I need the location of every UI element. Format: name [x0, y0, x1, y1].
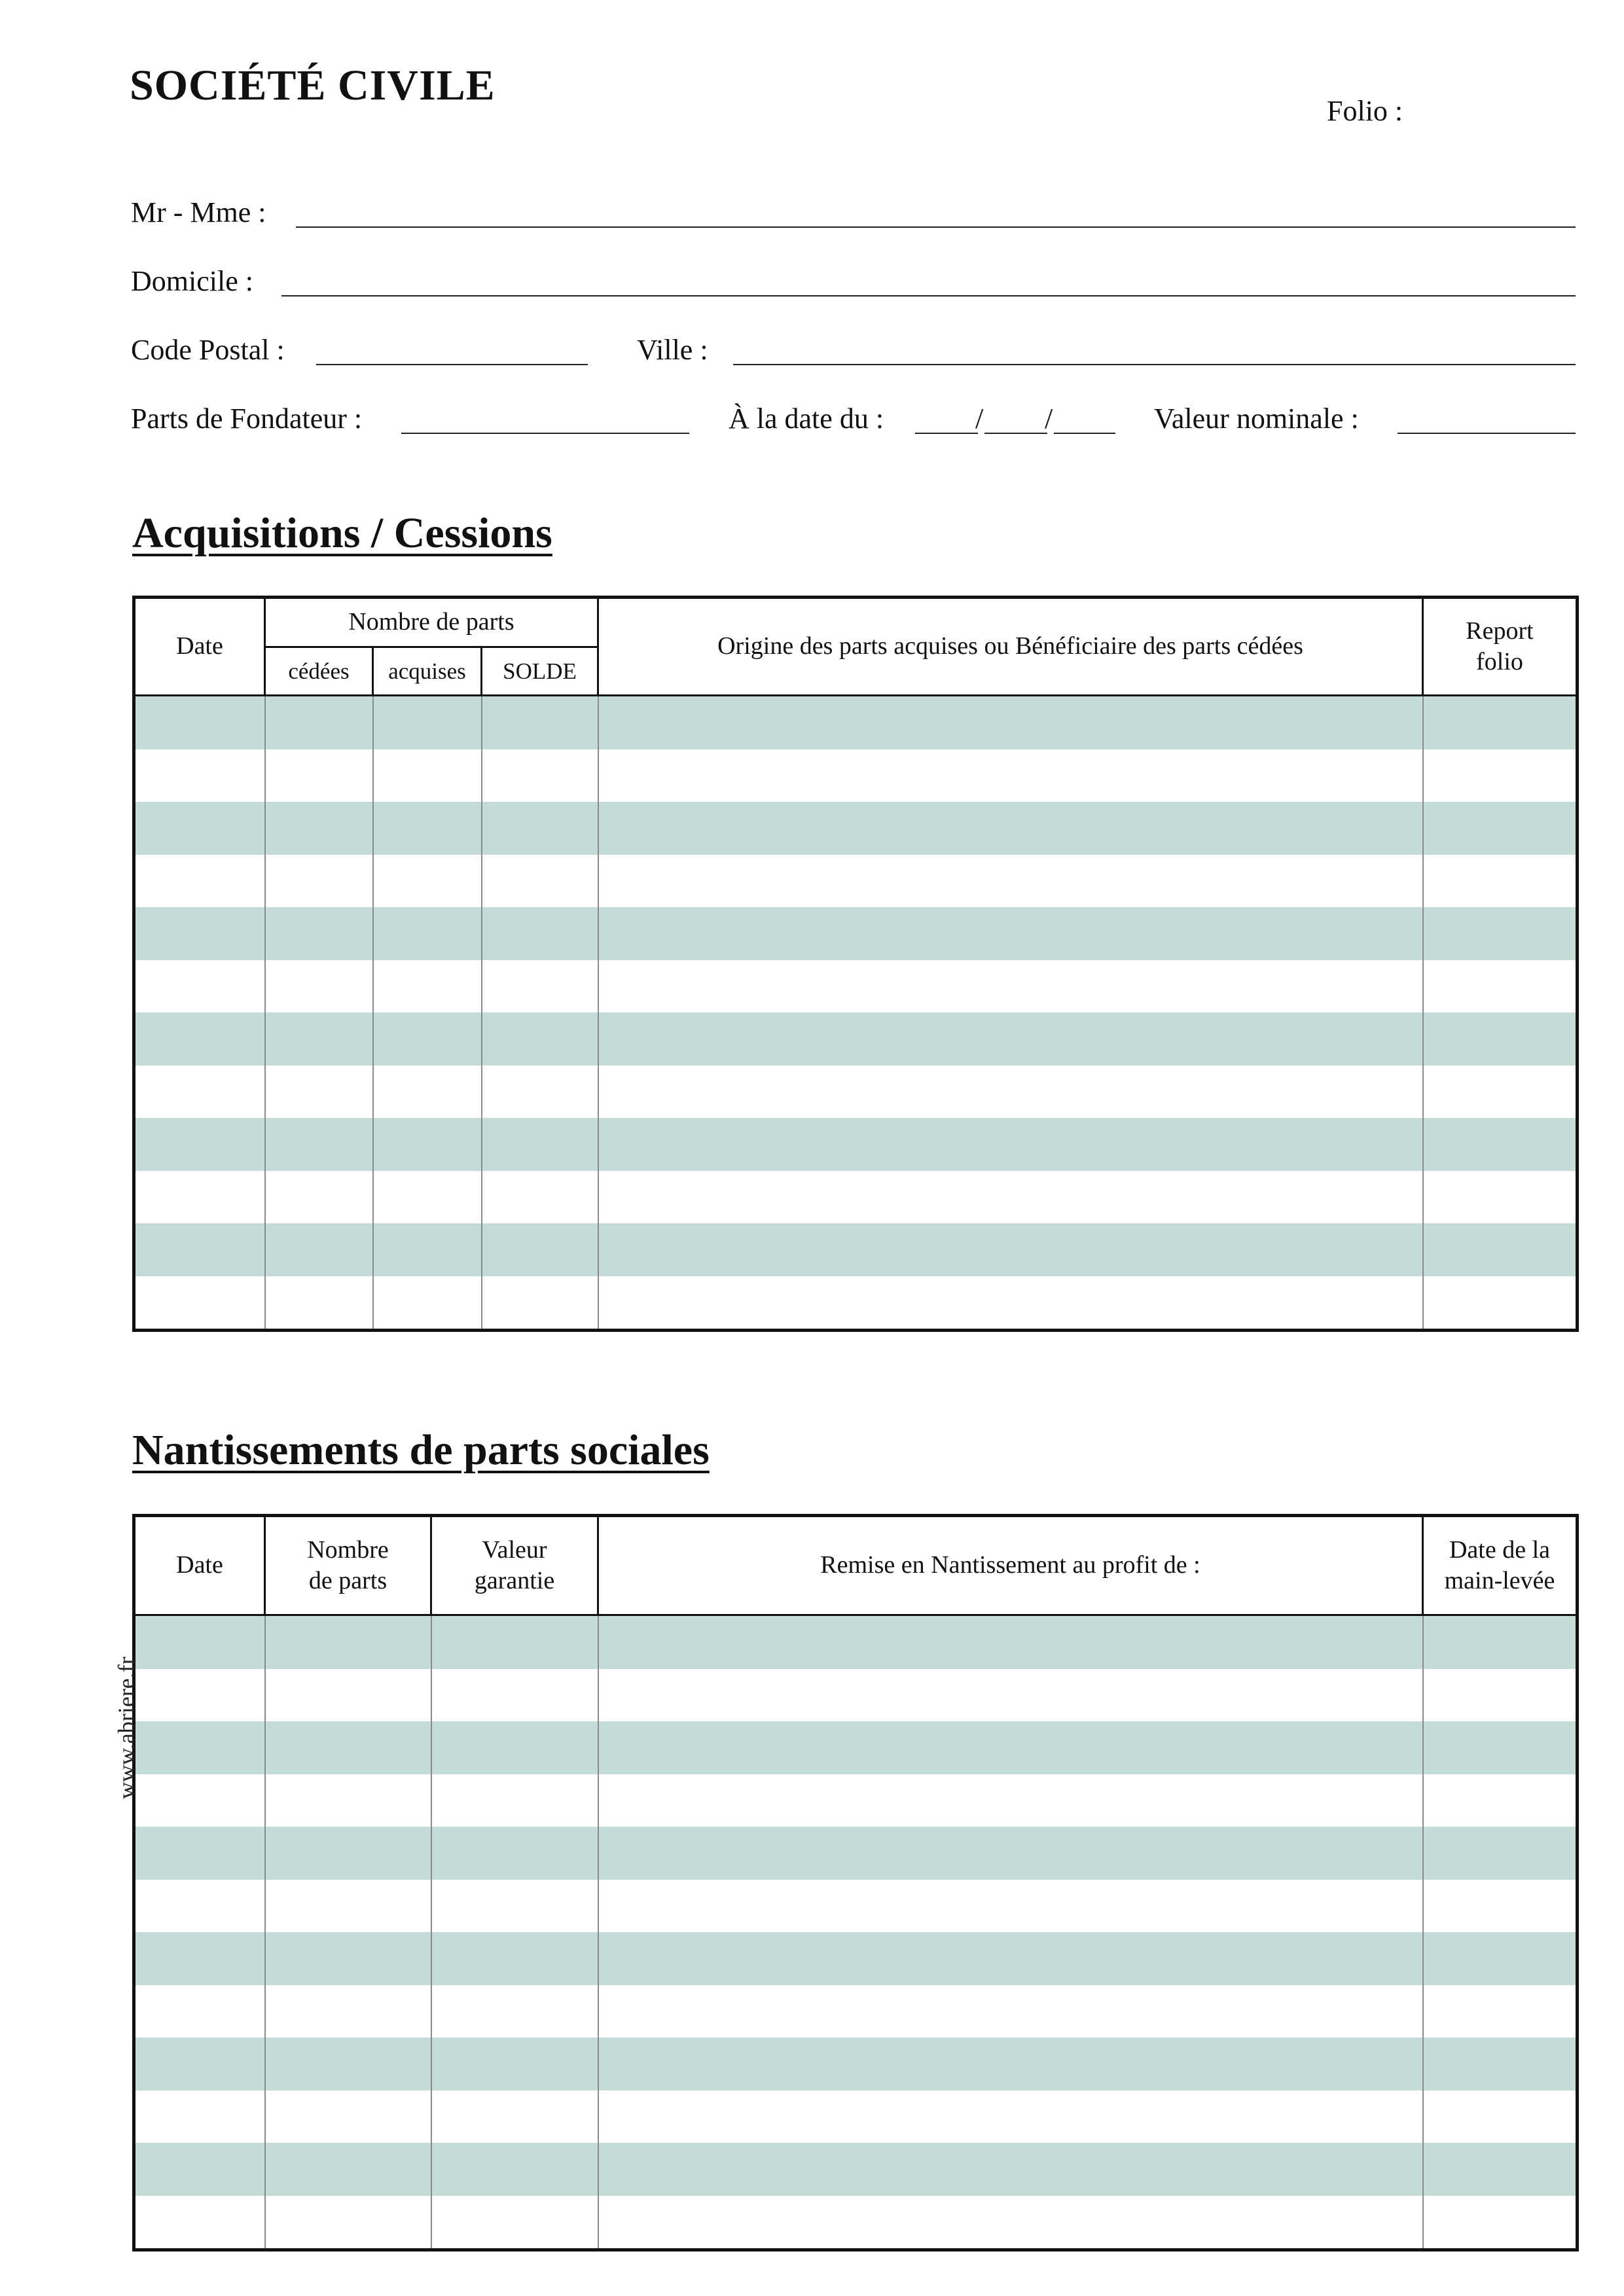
- table-cell[interactable]: [134, 1171, 265, 1224]
- table-cell[interactable]: [482, 1223, 598, 1276]
- table-cell[interactable]: [373, 696, 482, 749]
- table-row: [134, 696, 1578, 749]
- col-date-header: Date: [134, 1516, 265, 1615]
- table-row: [134, 802, 1578, 855]
- table-cell[interactable]: [482, 802, 598, 855]
- table-cell[interactable]: [598, 855, 1423, 908]
- col-date-header: Date: [134, 598, 265, 696]
- table-row: [134, 2196, 1578, 2250]
- table-cell[interactable]: [134, 1932, 265, 1985]
- table-cell[interactable]: [373, 1171, 482, 1224]
- table-cell[interactable]: [598, 802, 1423, 855]
- table-cell[interactable]: [431, 1880, 598, 1933]
- table-cell[interactable]: [134, 802, 265, 855]
- folio-sub-label: folio: [1476, 648, 1523, 675]
- table-cell[interactable]: [598, 1118, 1423, 1171]
- table-cell[interactable]: [134, 855, 265, 908]
- table-cell[interactable]: [598, 1827, 1423, 1880]
- table-cell[interactable]: [598, 2090, 1423, 2144]
- table-row: [134, 749, 1578, 802]
- nantissements-heading: Nantissements de parts sociales: [132, 1426, 710, 1474]
- table-cell[interactable]: [482, 749, 598, 802]
- table-row: [134, 1276, 1578, 1331]
- table-cell[interactable]: [598, 1615, 1423, 1669]
- table-cell[interactable]: [373, 960, 482, 1013]
- table-cell[interactable]: [134, 1827, 265, 1880]
- table-row: [134, 2090, 1578, 2144]
- col-valeur-garantie-header: [431, 1516, 598, 1615]
- table-cell[interactable]: [1423, 1827, 1578, 1880]
- table-cell[interactable]: [482, 1118, 598, 1171]
- table-cell[interactable]: [1423, 1118, 1578, 1171]
- table-cell[interactable]: [265, 1669, 431, 1722]
- table-cell[interactable]: [431, 1985, 598, 2038]
- table-cell[interactable]: [1423, 2090, 1578, 2144]
- table-cell[interactable]: [431, 1669, 598, 1722]
- acquisitions-table: [132, 596, 1579, 1332]
- table-cell[interactable]: [134, 1774, 265, 1827]
- table-cell[interactable]: [598, 1669, 1423, 1722]
- table-cell[interactable]: [598, 1774, 1423, 1827]
- table-cell[interactable]: [265, 749, 373, 802]
- table-cell[interactable]: [265, 1615, 431, 1669]
- ville-label: Ville :: [637, 334, 708, 366]
- table-cell[interactable]: [134, 2037, 265, 2090]
- table-cell[interactable]: [598, 2143, 1423, 2196]
- table-cell[interactable]: [598, 749, 1423, 802]
- table-cell[interactable]: [1423, 696, 1578, 749]
- table-cell[interactable]: [134, 1985, 265, 2038]
- table-cell[interactable]: [134, 1615, 265, 1669]
- domicile-label: Domicile :: [131, 265, 253, 297]
- table-cell[interactable]: [431, 2143, 598, 2196]
- table-cell[interactable]: [482, 1066, 598, 1119]
- table-cell[interactable]: [373, 1066, 482, 1119]
- mr-mme-label: Mr - Mme :: [131, 196, 266, 228]
- table-cell[interactable]: [134, 1721, 265, 1774]
- table-row: [134, 855, 1578, 908]
- main-levee-label: main-levée: [1444, 1567, 1555, 1594]
- date-slash: /: [1045, 403, 1053, 435]
- table-cell[interactable]: [598, 1721, 1423, 1774]
- table-cell[interactable]: [265, 1985, 431, 2038]
- col-solde-header: SOLDE: [482, 647, 598, 696]
- table-cell[interactable]: [482, 696, 598, 749]
- table-cell[interactable]: [1423, 855, 1578, 908]
- table-cell[interactable]: [265, 696, 373, 749]
- table-cell[interactable]: [265, 1880, 431, 1933]
- date-day-field[interactable]: [915, 433, 978, 434]
- table-cell[interactable]: [598, 907, 1423, 960]
- table-cell[interactable]: [1423, 1669, 1578, 1722]
- table-row: [134, 1171, 1578, 1224]
- table-cell[interactable]: [431, 1827, 598, 1880]
- report-label: Report: [1466, 617, 1534, 645]
- table-cell[interactable]: [265, 1066, 373, 1119]
- table-cell[interactable]: [1423, 1880, 1578, 1933]
- table-cell[interactable]: [1423, 1985, 1578, 2038]
- table-cell[interactable]: [134, 2196, 265, 2250]
- table-cell[interactable]: [265, 1223, 373, 1276]
- parts-fondateur-label: Parts de Fondateur :: [131, 403, 363, 435]
- table-cell[interactable]: [1423, 749, 1578, 802]
- table-row: [134, 1985, 1578, 2038]
- table-row: [134, 1774, 1578, 1827]
- table-cell[interactable]: [431, 2037, 598, 2090]
- date-year-field[interactable]: [1054, 433, 1115, 434]
- table-cell[interactable]: [265, 1118, 373, 1171]
- table-cell[interactable]: [373, 1223, 482, 1276]
- table-cell[interactable]: [373, 907, 482, 960]
- table-cell[interactable]: [1423, 1171, 1578, 1224]
- table-row: [134, 2143, 1578, 2196]
- table-cell[interactable]: [598, 2196, 1423, 2250]
- table-cell[interactable]: [598, 1066, 1423, 1119]
- table-cell[interactable]: [265, 2143, 431, 2196]
- ville-field[interactable]: [733, 364, 1576, 365]
- table-cell[interactable]: [1423, 1223, 1578, 1276]
- table-cell[interactable]: [134, 1013, 265, 1066]
- col-main-levee-header: [1423, 1516, 1578, 1615]
- table-cell[interactable]: [1423, 1932, 1578, 1985]
- col-report-folio-header: [1423, 598, 1578, 696]
- table-row: [134, 2037, 1578, 2090]
- col-cedees-header: cédées: [265, 647, 373, 696]
- website-watermark: www.abriere.fr: [113, 1657, 139, 1799]
- table-cell[interactable]: [134, 2090, 265, 2144]
- date-slash: /: [975, 403, 984, 435]
- table-cell[interactable]: [431, 1615, 598, 1669]
- table-cell[interactable]: [134, 1276, 265, 1331]
- table-cell[interactable]: [482, 1276, 598, 1331]
- table-row: [134, 1880, 1578, 1933]
- garantie-label: garantie: [474, 1567, 555, 1594]
- code-postal-label: Code Postal :: [131, 334, 285, 366]
- table-cell[interactable]: [1423, 1774, 1578, 1827]
- col-nombre-parts-header: Nombre de parts: [265, 598, 598, 647]
- table-cell[interactable]: [598, 1013, 1423, 1066]
- valeur-nominale-field[interactable]: [1398, 433, 1576, 434]
- table-cell[interactable]: [598, 2037, 1423, 2090]
- table-row: [134, 1118, 1578, 1171]
- table-row: [134, 1669, 1578, 1722]
- table-cell[interactable]: [598, 696, 1423, 749]
- table-cell[interactable]: [431, 2196, 598, 2250]
- table-cell[interactable]: [265, 1932, 431, 1985]
- table-cell[interactable]: [598, 1276, 1423, 1331]
- table-cell[interactable]: [265, 2037, 431, 2090]
- table-cell[interactable]: [598, 1985, 1423, 2038]
- table-cell[interactable]: [598, 1932, 1423, 1985]
- table-cell[interactable]: [265, 1827, 431, 1880]
- table-row: [134, 907, 1578, 960]
- table-cell[interactable]: [134, 696, 265, 749]
- table-cell[interactable]: [1423, 802, 1578, 855]
- table-cell[interactable]: [134, 749, 265, 802]
- table-row: [134, 1013, 1578, 1066]
- table-cell[interactable]: [265, 2090, 431, 2144]
- table-cell[interactable]: [1423, 1615, 1578, 1669]
- table-cell[interactable]: [373, 855, 482, 908]
- table-cell[interactable]: [482, 1013, 598, 1066]
- domicile-field[interactable]: [281, 295, 1576, 296]
- table-cell[interactable]: [265, 1276, 373, 1331]
- table-cell[interactable]: [134, 960, 265, 1013]
- date-label: À la date du :: [729, 403, 884, 435]
- table-cell[interactable]: [265, 1721, 431, 1774]
- table-cell[interactable]: [1423, 2196, 1578, 2250]
- de-parts-label: de parts: [308, 1567, 388, 1594]
- table-row: [134, 1827, 1578, 1880]
- table-cell[interactable]: [373, 1013, 482, 1066]
- table-cell[interactable]: [482, 1171, 598, 1224]
- nantissements-rows: [134, 1615, 1578, 2250]
- table-cell[interactable]: [265, 855, 373, 908]
- table-cell[interactable]: [598, 960, 1423, 1013]
- table-cell[interactable]: [134, 1066, 265, 1119]
- parts-fondateur-field[interactable]: [401, 433, 689, 434]
- table-cell[interactable]: [598, 1880, 1423, 1933]
- table-cell[interactable]: [1423, 1013, 1578, 1066]
- table-cell[interactable]: [265, 1171, 373, 1224]
- table-cell[interactable]: [265, 907, 373, 960]
- col-nombre-parts-header: [265, 1516, 431, 1615]
- table-cell[interactable]: [1423, 2037, 1578, 2090]
- mr-mme-field[interactable]: [296, 226, 1576, 228]
- nombre-label: Nombre: [307, 1535, 389, 1564]
- table-cell[interactable]: [431, 1932, 598, 1985]
- table-cell[interactable]: [265, 1774, 431, 1827]
- table-row: [134, 1721, 1578, 1774]
- table-cell[interactable]: [134, 2143, 265, 2196]
- table-cell[interactable]: [1423, 1276, 1578, 1331]
- table-cell[interactable]: [598, 1171, 1423, 1224]
- table-cell[interactable]: [1423, 1066, 1578, 1119]
- table-cell[interactable]: [431, 2090, 598, 2144]
- table-cell[interactable]: [265, 1013, 373, 1066]
- table-cell[interactable]: [134, 907, 265, 960]
- table-cell[interactable]: [373, 802, 482, 855]
- valeur-label: Valeur: [482, 1535, 547, 1564]
- acquisitions-heading: Acquisitions / Cessions: [132, 509, 552, 557]
- table-cell[interactable]: [373, 1118, 482, 1171]
- table-cell[interactable]: [431, 1721, 598, 1774]
- table-cell[interactable]: [265, 2196, 431, 2250]
- acquisitions-rows: [134, 696, 1578, 1331]
- date-month-field[interactable]: [984, 433, 1047, 434]
- table-cell[interactable]: [431, 1774, 598, 1827]
- table-cell[interactable]: [134, 1880, 265, 1933]
- table-row: [134, 960, 1578, 1013]
- table-cell[interactable]: [1423, 2143, 1578, 2196]
- table-cell[interactable]: [265, 802, 373, 855]
- table-cell[interactable]: [134, 1669, 265, 1722]
- table-cell[interactable]: [1423, 1721, 1578, 1774]
- col-remise-header: Remise en Nantissement au profit de :: [598, 1516, 1423, 1615]
- valeur-nominale-label: Valeur nominale :: [1154, 403, 1359, 435]
- table-cell[interactable]: [598, 1223, 1423, 1276]
- table-row: [134, 1932, 1578, 1985]
- table-cell[interactable]: [265, 960, 373, 1013]
- table-cell[interactable]: [134, 1118, 265, 1171]
- col-origine-header: Origine des parts acquises ou Bénéficiaire des parts cédées: [598, 598, 1423, 696]
- table-cell[interactable]: [373, 749, 482, 802]
- table-row: [134, 1066, 1578, 1119]
- nantissements-table: [132, 1514, 1579, 2251]
- folio-label: Folio :: [1327, 95, 1403, 127]
- table-cell[interactable]: [482, 960, 598, 1013]
- date-de-la-label: Date de la: [1449, 1535, 1551, 1564]
- table-row: [134, 1223, 1578, 1276]
- code-postal-field[interactable]: [316, 364, 588, 365]
- table-cell[interactable]: [1423, 960, 1578, 1013]
- table-cell[interactable]: [482, 907, 598, 960]
- col-acquises-header: acquises: [373, 647, 482, 696]
- table-cell[interactable]: [1423, 907, 1578, 960]
- table-row: [134, 1615, 1578, 1669]
- table-cell[interactable]: [373, 1276, 482, 1331]
- table-cell[interactable]: [482, 855, 598, 908]
- page-title: SOCIÉTÉ CIVILE: [130, 62, 496, 109]
- table-cell[interactable]: [134, 1223, 265, 1276]
